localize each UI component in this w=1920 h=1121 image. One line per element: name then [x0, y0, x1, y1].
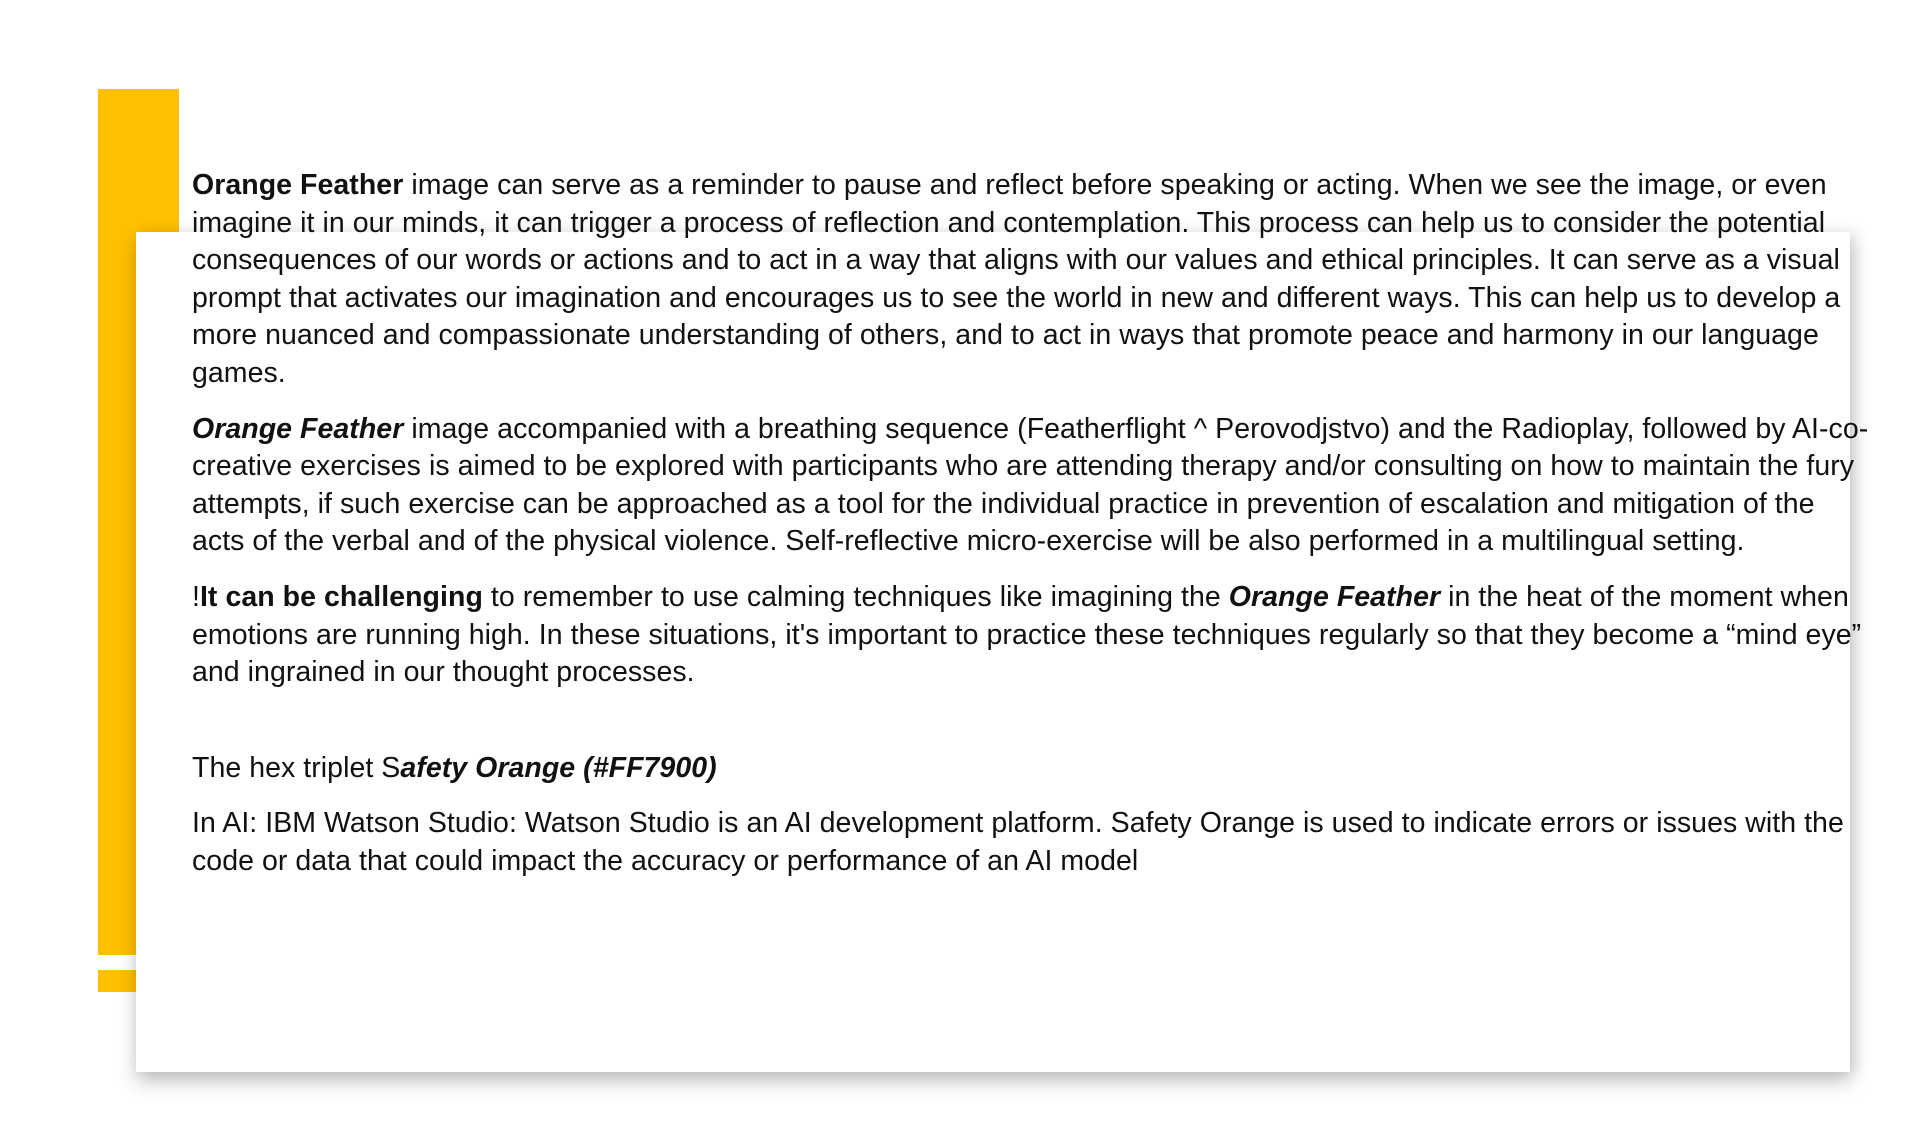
paragraph-text: in the heat of the moment when emotions are running high. In these situations, it's important to practice these techniques regularly so that they become a “mind eye” and ingrained in our thought processes. — [192, 580, 1862, 689]
paragraph-text: image can serve as a reminder to pause and reflect before speaking or acting. When we see the image, or even imagine it in our minds, it can trigger a process of reflection and contemplation. This process can help us to consider the potential consequences of our words or actions and to act in a way that aligns with our values and ethical principles. It can serve as a visual prompt that activates our imagination and encourages us to see the world in new and different ways. This can help us to develop a more nuanced and compassionate understanding of others, and to act in ways that promote peace and harmony in our language games. — [192, 169, 1841, 389]
exclamation-mark: ! — [192, 580, 200, 613]
text-body — [192, 167, 1872, 899]
spacer — [192, 710, 1872, 750]
challenge-lead: It can be challenging — [199, 580, 483, 613]
paragraph-text: to remember to use calming techniques like imagining the — [482, 580, 1229, 613]
accent-bar-gap — [98, 955, 136, 970]
paragraph-text: In AI: IBM Watson Studio: Watson Studio is an AI development platform. Safety Orange is used to indicate errors or issues with the code or data that could impact the accuracy or performance of an AI model — [192, 807, 1844, 877]
orange-feather-term: Orange Feather — [192, 169, 404, 201]
paragraph-text: image accompanied with a breathing sequence (Featherflight ^ Perovodjstvo) and the Radioplay, followed by AI-co-creative exercises is aimed to be explored with participants who are attending therapy and/or consulting on how to maintain the fury attempts, if such exercise can be approached as a tool for the individual practice in prevention of escalation and mitigation of the acts of the verbal and of the physical violence. Self-reflective micro-exercise will be also performed in a multilingual setting. — [192, 412, 1869, 558]
paragraph-reminder — [192, 167, 1872, 393]
paragraph-watson — [192, 805, 1872, 880]
paragraph-hex-triplet — [192, 750, 1872, 788]
accent-bar-left — [98, 89, 136, 955]
paragraph-text: The hex triplet S — [192, 751, 401, 784]
paragraph-challenge — [192, 579, 1872, 692]
safety-orange-term: afety Orange (#FF7900) — [400, 751, 717, 784]
orange-feather-term: Orange Feather — [192, 412, 404, 445]
accent-bar-bottom — [98, 970, 136, 992]
orange-feather-term: Orange Feather — [1228, 580, 1441, 613]
paragraph-therapy — [192, 411, 1872, 561]
